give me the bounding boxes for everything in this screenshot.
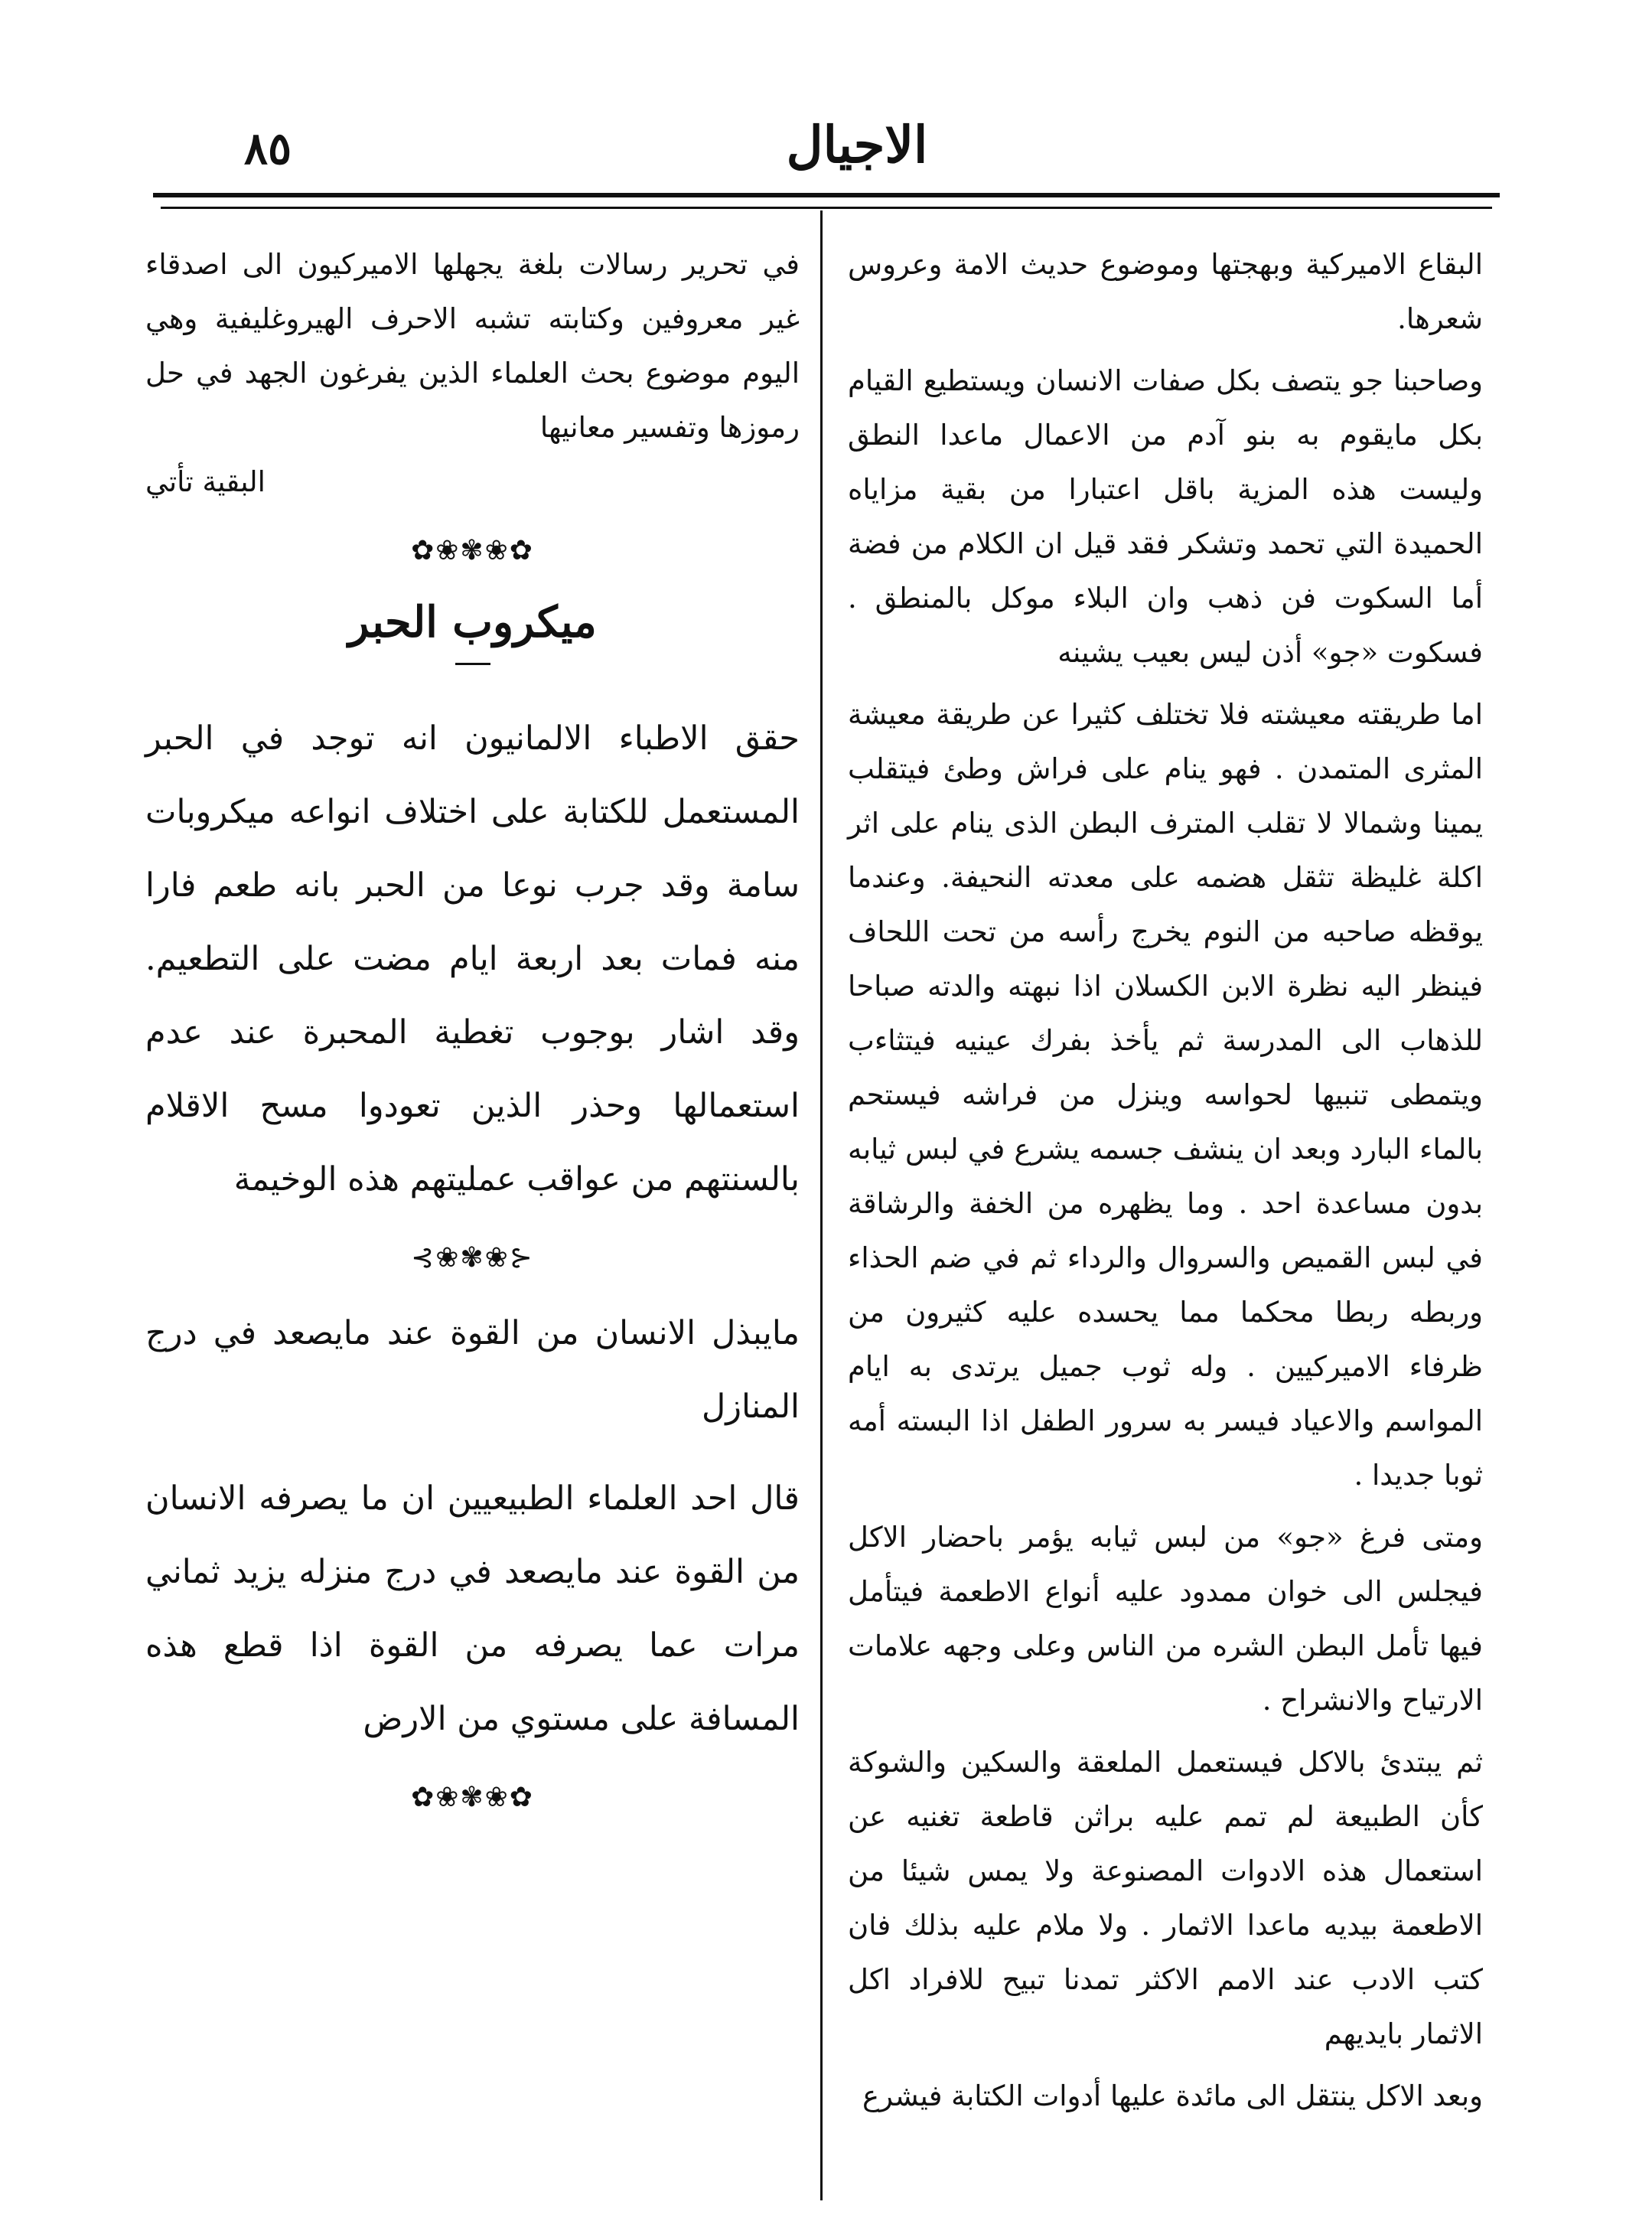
continued-label: البقية تأتي <box>145 465 266 498</box>
ornament-divider: ⊰❀✾❀⊱ <box>411 1242 534 1274</box>
left-column <box>145 237 800 2197</box>
paragraph: اما طريقته معيشته فلا تختلف كثيرا عن طريقة معيشة المثرى المتمدن . فهو ينام على فراش وطئ فيتقلب يمينا وشمالا لا تقلب المترف البطن الذى ينام على اثر اكلة غليظة تثقل هضمه على معدته النحيفة. وعندما يوقظه صاحبه من النوم يخرج رأسه من تحت اللحاف فينظر اليه نظرة الابن الكسلان اذا نبهته والدته صباحا للذهاب الى المدرسة ثم يأخذ بفرك عينيه فيتثاءب ويتمطى تنبيها لحواسه وينزل من فراشه فيستحم بالماء البارد وبعد ان ينشف جسمه يشرع في لبس ثيابه بدون مساعدة احد . وما يظهره من الخفة والرشاقة في لبس القميص والسروال والرداء ثم في ضم الحذاء وربطه ربطا محكما مما يحسده عليه كثيرون من ظرفاء الاميركيين . وله ثوب جميل يرتدى به ايام المواسم والاعياد فيسر به سرور الطفل اذا البسته أمه ثوبا جديدا . <box>848 698 1483 1492</box>
article-heading: مايبذل الانسان من القوة عند مايصعد في درج المنازل <box>145 1314 800 1426</box>
title-dash <box>455 663 490 665</box>
article-body: قال احد العلماء الطبيعيين ان ما يصرفه الانسان من القوة عند مايصعد في درج منزله يزيد ثماني مرات عما يصرفه من القوة اذا قطع هذه المسافة على مستوي من الارض <box>145 1479 800 1738</box>
column-divider <box>820 210 823 2200</box>
paragraph: ومتى فرغ «جو» من لبس ثيابه يؤمر باحضار الاكل فيجلس الى خوان ممدود عليه أنواع الاطعمة فيتأمل فيها تأمل البطن الشره من الناس وعلى وجهه علامات الارتياح والانشراح . <box>848 1521 1483 1717</box>
continued-paragraph: في تحرير رسالات بلغة يجهلها الاميركيون الى اصدقاء غير معروفين وكتابته تشبه الاحرف الهيروغليفية وهي اليوم موضوع بحث العلماء الذين يفرغون الجهد في حل رموزها وتفسير معانيها <box>145 248 800 444</box>
header-rule <box>153 193 1500 197</box>
header-rule-thin <box>161 207 1492 209</box>
ornament-divider: ✿❀✾❀✿ <box>411 1782 534 1813</box>
paragraph: البقاع الاميركية وبهجتها وموضوع حديث الامة وعروس شعرها. <box>848 248 1483 335</box>
journal-title: الاجيال <box>786 115 928 175</box>
article-body: حقق الاطباء الالمانيون انه توجد في الحبر المستعمل للكتابة على اختلاف انواعه ميكروبات سامة وقد جرب نوعا من الحبر بانه طعم فارا منه فمات بعد اربعة ايام مضت على التطعيم. وقد اشار بوجوب تغطية المحبرة عند عدم استعمالها وحذر الذين تعودوا مسح الاقلام بالسنتهم من عواقب عمليتهم هذه الوخيمة <box>145 719 800 1199</box>
ornament-divider: ✿❀✾❀✿ <box>411 535 534 566</box>
paragraph: ثم يبتدئ بالاكل فيستعمل الملعقة والسكين والشوكة كأن الطبيعة لم تمم عليه براثن قاطعة تغنيه عن استعمال هذه الادوات المصنوعة ولا يمس شيئا من الاطعمة بيديه ماعدا الاثمار . ولا ملام عليه بذلك فان كتب الادب عند الامم الاكثر تمدنا تبيح للافراد اكل الاثمار بايديهم <box>848 1746 1483 2050</box>
right-column <box>848 237 1483 2197</box>
paragraph: وصاحبنا جو يتصف بكل صفات الانسان ويستطيع القيام بكل مايقوم به بنو آدم من الاعمال ماعدا النطق وليست هذه المزية باقل اعتبارا من بقية مزاياه الحميدة التي تحمد وتشكر فقد قيل ان الكلام من فضة أما السكوت فن ذهب وان البلاء موكل بالمنطق . فسكوت «جو» أذن ليس بعيب يشينه <box>848 364 1483 669</box>
article-title: ميكروب الحبر <box>348 597 597 647</box>
paragraph: وبعد الاكل ينتقل الى مائدة عليها أدوات الكتابة فيشرع <box>862 2079 1483 2112</box>
page-number: ٨٥ <box>243 122 292 175</box>
